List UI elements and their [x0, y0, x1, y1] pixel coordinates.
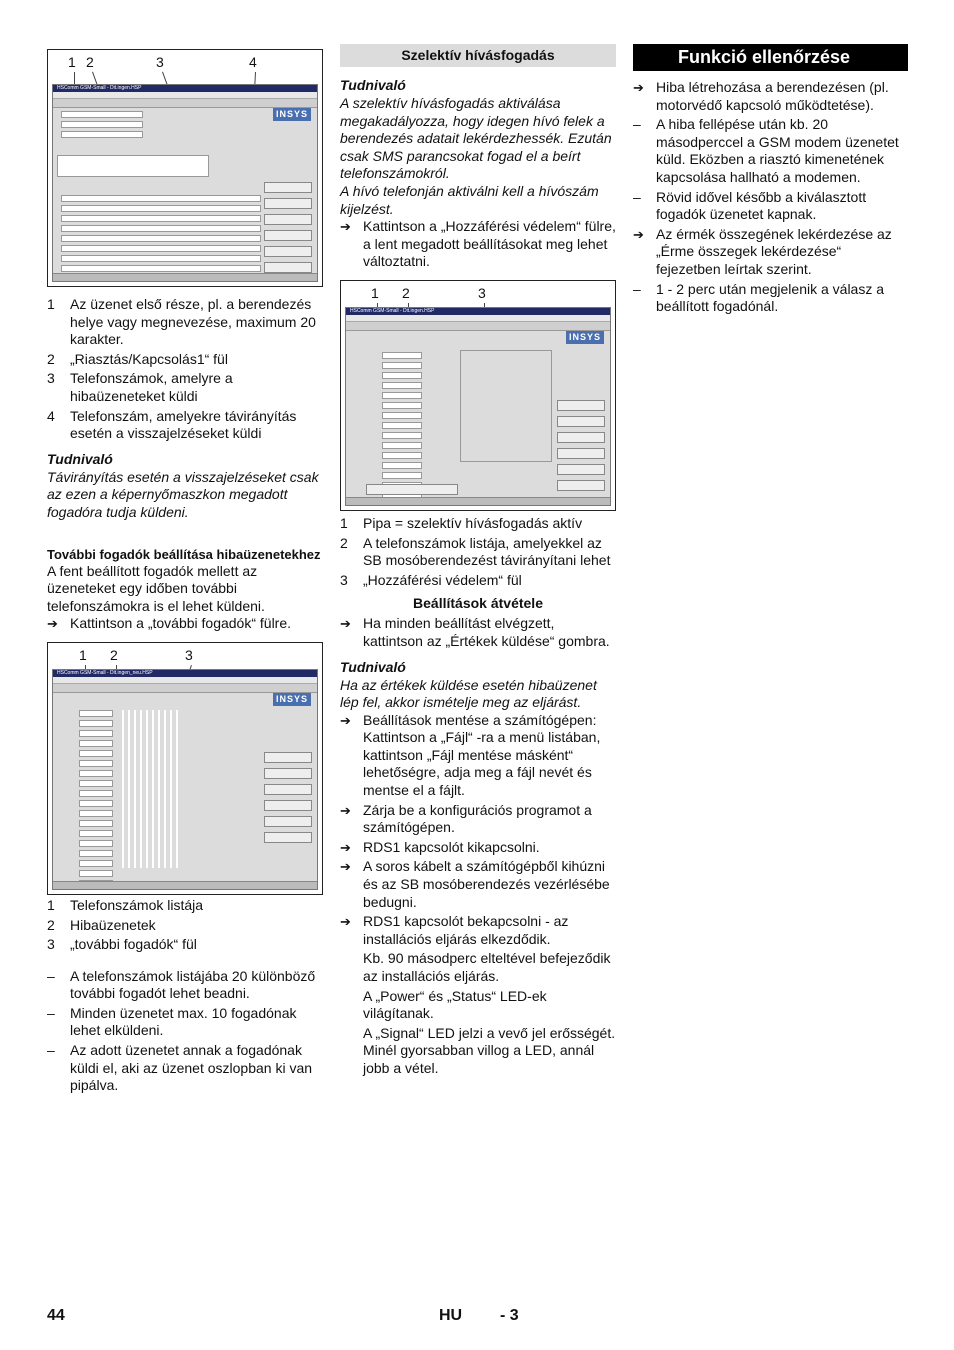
- list-item: 4 Telefonszám, amelyekre távirányítás esetén a visszajelzéseket küldi: [47, 407, 297, 442]
- callout-2: 2: [402, 284, 410, 301]
- receiver-row: [79, 770, 113, 777]
- note-text: Távirányítás esetén a visszajelzéseket csak az ezen a képernyőmaszkon megadott fogadóra tudja küldeni.: [47, 468, 319, 520]
- callout-numbers: [48, 54, 322, 74]
- receiver-row: [79, 850, 113, 857]
- arrow-icon: ➔: [340, 802, 351, 818]
- list-item: 1 Pipa = szelektív hívásfogadás aktív: [340, 514, 583, 531]
- side-button: [264, 182, 312, 193]
- note-text: A szelektív hívásfogadás aktiválása megakadályozza, hogy idegen hívó felek a berendezés adatait lekérdezhessék. Ezután csak SMS parancsokat fogad el a beírt telefonszámokról.: [340, 95, 612, 182]
- receiver-row: [79, 710, 113, 717]
- callout-4: 4: [249, 54, 257, 70]
- paragraph: A „Power“ és „Status“ LED-ek világítanak.: [363, 987, 547, 1022]
- callout-1: 1: [79, 646, 87, 663]
- list-item: – Rövid idővel később a kiválasztott fogadók üzenetet kapnak.: [633, 188, 867, 223]
- screenshot-access-protection: [340, 280, 616, 511]
- paragraph: A „Signal“ LED jelzi a vevő jel erősségét. Minél gyorsabban villog a LED, annál jobb a vétel.: [363, 1024, 616, 1076]
- phone-row: [61, 255, 261, 262]
- list-item: ➔ Hiba létrehozása a berendezésen (pl. motorvédő kapcsoló működtetése).: [633, 79, 889, 113]
- list-item: 3 Telefonszámok, amelyre a hibaüzeneteket küldi: [47, 370, 233, 404]
- side-button: [557, 416, 605, 427]
- menu-bar: [53, 92, 317, 99]
- list-item: 3 „további fogadók“ fül: [47, 936, 197, 953]
- step-list: [47, 615, 323, 633]
- page-number: 44: [47, 1307, 65, 1324]
- side-button: [264, 832, 312, 843]
- phone-row: [61, 225, 261, 232]
- number-row: [382, 392, 422, 399]
- callout-list-2: [47, 897, 323, 954]
- arrow-icon: ➔: [633, 80, 644, 95]
- step-item: ➔ RDS1 kapcsolót kikapcsolni.: [340, 838, 540, 855]
- receiver-row: [79, 840, 113, 847]
- list-item: – A telefonszámok listájába 20 különböző további fogadót lehet beadni.: [47, 967, 316, 1002]
- list-item: 1 Az üzenet első része, pl. a berendezés helye vagy megnevezése, maximum 20 karakter.: [47, 296, 316, 348]
- phone-row: [61, 245, 261, 252]
- window-title-bar: [346, 308, 610, 315]
- number-row: [382, 412, 422, 419]
- receiver-row: [79, 810, 113, 817]
- callout-3: 3: [185, 646, 193, 663]
- side-button: [264, 214, 312, 225]
- list-item: – Az adott üzenetet annak a fogadónak küldi el, aki az üzenet oszlopban ki van pipálva.: [47, 1042, 313, 1094]
- screenshot-alarm-settings: [47, 49, 323, 287]
- checkbox-grid: [119, 710, 181, 868]
- arrow-icon: ➔: [340, 914, 351, 930]
- phone-row: [61, 265, 261, 272]
- list-item: – A hiba fellépése után kb. 20 másodperccel a GSM modem üzenetet küld. Eközben a riasztó kimenetének kapcsolása hallható a modemen.: [633, 116, 899, 185]
- insys-logo: INSYS: [566, 331, 604, 344]
- arrow-icon: ➔: [340, 616, 351, 632]
- clear-button-preview: [366, 484, 458, 495]
- list-item: 1 Telefonszámok listája: [47, 896, 204, 913]
- side-button: [264, 262, 312, 273]
- status-bar: [53, 273, 317, 281]
- window-title-bar: [53, 670, 317, 677]
- receiver-row: [79, 790, 113, 797]
- receiver-row: [79, 730, 113, 737]
- column-2: [340, 44, 616, 1080]
- list-item: 2 A telefonszámok listája, amelyekkel az SB mosóberendezést távirányítani lehet: [340, 534, 611, 569]
- window-title: HSComm GSM-Small - Dit.ingen_neu.HSP: [57, 669, 153, 676]
- list-item: 2 „Riasztás/Kapcsolás1“ fül: [47, 350, 228, 367]
- callout-numbers: [341, 285, 615, 305]
- side-button: [557, 400, 605, 411]
- side-button: [557, 464, 605, 475]
- arrow-icon: ➔: [340, 839, 351, 855]
- phone-list: [61, 195, 261, 282]
- arrow-icon: ➔: [633, 226, 644, 242]
- number-row: [382, 442, 422, 449]
- window-title: HSComm GSM-Small - Dit.ingen.HSP: [57, 85, 142, 91]
- field: [61, 111, 143, 118]
- step-item: ➔ Zárja be a konfigurációs programot a számítógépen.: [340, 801, 592, 836]
- field: [61, 131, 143, 138]
- side-button: [264, 198, 312, 209]
- step-item: ➔ RDS1 kapcsolót bekapcsolni - az installációs eljárás elkezdődik.: [340, 913, 569, 947]
- side-button: [557, 448, 605, 459]
- receiver-row: [79, 780, 113, 787]
- password-groupbox: [460, 350, 552, 462]
- step-item: ➔ Beállítások mentése a számítógépen: Kattintson a „Fájl“ -ra a menü listában, kattintson „Fájl mentése másként“ lehetőségre, adja meg a fájl nevét és mentse el a fájlt.: [340, 711, 601, 799]
- side-button: [264, 230, 312, 241]
- callout-1: 1: [371, 284, 379, 301]
- app-window: [52, 669, 318, 890]
- note-heading: Tudnivaló: [340, 658, 406, 675]
- sub-heading: Beállítások átvétele: [413, 595, 543, 612]
- receiver-row: [79, 870, 113, 877]
- note-heading: Tudnivaló: [340, 77, 406, 93]
- section-heading-bar: Szelektív hívásfogadás: [340, 44, 616, 67]
- arrow-icon: ➔: [47, 616, 58, 632]
- callout-2: 2: [86, 54, 94, 70]
- function-check-list: [633, 79, 908, 316]
- side-button: [557, 480, 605, 491]
- step-list: [340, 712, 616, 949]
- phone-row: [61, 215, 261, 222]
- app-window: [345, 307, 611, 506]
- receiver-row: [79, 830, 113, 837]
- list-item: – 1 - 2 perc után megjelenik a válasz a beállított fogadónál.: [633, 280, 885, 315]
- side-button: [264, 784, 312, 795]
- list-item: 3 „Hozzáférési védelem“ fül: [340, 571, 522, 588]
- number-row: [382, 422, 422, 429]
- number-row: [382, 362, 422, 369]
- screenshot-further-receivers: [47, 642, 323, 895]
- side-button: [557, 432, 605, 443]
- number-row: [382, 372, 422, 379]
- callout-list-1: [47, 296, 323, 443]
- status-bar: [346, 497, 610, 505]
- callout-2: 2: [110, 646, 118, 663]
- receiver-row: [79, 760, 113, 767]
- window-title-bar: [53, 85, 317, 92]
- phone-row: [61, 195, 261, 202]
- receiver-row: [79, 860, 113, 867]
- side-buttons: [264, 182, 312, 278]
- arrow-icon: ➔: [340, 712, 351, 728]
- receiver-row: [79, 740, 113, 747]
- app-window: [52, 84, 318, 282]
- number-row: [382, 472, 422, 479]
- side-buttons: [557, 400, 605, 496]
- number-row: [382, 352, 422, 359]
- list-item: – Minden üzenetet max. 10 fogadónak lehet elküldeni.: [47, 1004, 297, 1039]
- step-item: ➔ A soros kábelt a számítógépből kihúzni és az SB mosóberendezés vezérlésébe bedugni.: [340, 858, 610, 910]
- insys-logo: INSYS: [273, 108, 311, 121]
- number-row: [382, 432, 422, 439]
- arrow-icon: ➔: [340, 859, 351, 875]
- insys-logo: INSYS: [273, 693, 311, 706]
- side-button: [264, 246, 312, 257]
- window-title: HSComm GSM-Small - Dit.ingen.HSP: [350, 307, 435, 314]
- language-code: HU: [439, 1307, 463, 1324]
- callout-list: [340, 515, 616, 589]
- step-list: [340, 615, 616, 650]
- receiver-list: [79, 710, 113, 890]
- step-item: ➔ Kattintson a „Hozzáférési védelem“ fülre, a lent megadott beállításokat meg lehet változtatni.: [340, 218, 616, 270]
- list-item: 2 Hibaüzenetek: [47, 916, 156, 933]
- number-row: [382, 382, 422, 389]
- number-row: [382, 462, 422, 469]
- side-button: [264, 800, 312, 811]
- tab-strip: [53, 684, 317, 693]
- arrow-icon: ➔: [340, 219, 351, 235]
- callout-3: 3: [156, 54, 164, 70]
- list-item: ➔ Az érmék összegének lekérdezése az „Érme összegek lekérdezése“ fejezetben leírtak szerint.: [633, 225, 892, 277]
- receiver-row: [79, 750, 113, 757]
- note-text: A hívó telefonján aktiválni kell a hívószám kijelzést.: [340, 182, 599, 217]
- phone-row: [61, 235, 261, 242]
- side-button: [264, 816, 312, 827]
- step-item: ➔ Ha minden beállítást elvégzett, kattintson az „Értékek küldése“ gombra.: [340, 615, 610, 649]
- menu-bar: [53, 677, 317, 684]
- column-1: [47, 44, 323, 1097]
- number-row: [382, 452, 422, 459]
- number-row: [382, 402, 422, 409]
- step-list: [340, 218, 616, 271]
- section-text: A fent beállított fogadók mellett az üzeneteket egy időben további telefonszámokra is el lehet küldeni.: [47, 562, 265, 614]
- receiver-row: [79, 800, 113, 807]
- section-number: - 3: [500, 1307, 519, 1324]
- callout-numbers: [48, 647, 322, 667]
- callout-1: 1: [68, 54, 76, 70]
- message-textarea: [57, 155, 209, 177]
- callout-3: 3: [478, 284, 486, 301]
- note-heading: Tudnivaló: [47, 450, 113, 467]
- section-heading-black: Funkció ellenőrzése: [633, 44, 908, 71]
- menu-bar: [346, 315, 610, 322]
- phone-row: [61, 205, 261, 212]
- dash-list: [47, 968, 323, 1095]
- tab-strip: [53, 99, 317, 108]
- status-bar: [53, 881, 317, 889]
- field: [61, 121, 143, 128]
- side-button: [264, 768, 312, 779]
- tab-strip: [346, 322, 610, 331]
- section-heading: További fogadók beállítása hibaüzenetekhez: [47, 546, 321, 562]
- receiver-row: [79, 720, 113, 727]
- side-buttons: [264, 752, 312, 848]
- alarm-fields: [61, 111, 161, 141]
- receiver-row: [79, 820, 113, 827]
- paragraph: Kb. 90 másodperc elteltével befejeződik az installációs eljárás.: [363, 950, 611, 984]
- step-item: ➔ Kattintson a „további fogadók“ fülre.: [47, 615, 292, 632]
- note-text: Ha az értékek küldése esetén hibaüzenet lép fel, akkor ismételje meg az eljárást.: [340, 676, 597, 711]
- column-3: [633, 44, 908, 318]
- side-button: [264, 752, 312, 763]
- number-list: [382, 352, 422, 502]
